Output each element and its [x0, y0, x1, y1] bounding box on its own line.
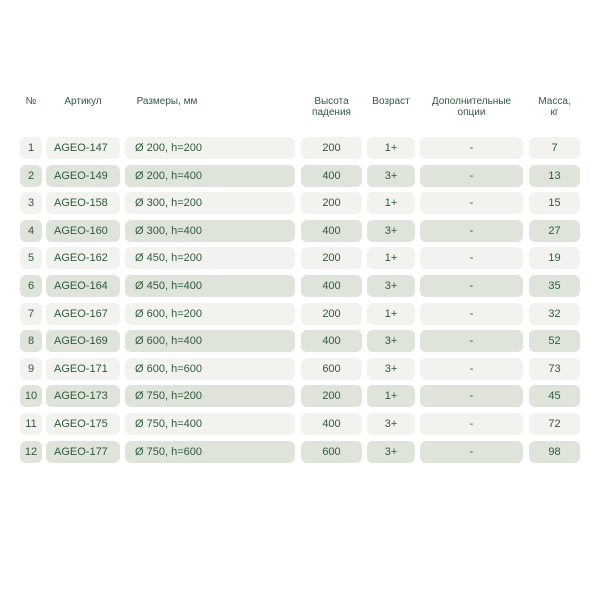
cell-age: 1+ [367, 303, 415, 325]
cell-size: Ø 200, h=400 [125, 165, 295, 187]
cell-age: 1+ [367, 247, 415, 269]
cell-size: Ø 600, h=400 [125, 330, 295, 352]
cell-article: AGEO-175 [46, 413, 120, 435]
cell-options: - [420, 330, 523, 352]
cell-options: - [420, 247, 523, 269]
cell-fall-height: 200 [301, 385, 362, 407]
cell-article: AGEO-162 [46, 247, 120, 269]
cell-age: 3+ [367, 358, 415, 380]
header-mass-line1: Масса, [538, 96, 571, 107]
cell-mass: 13 [529, 165, 580, 187]
cell-age: 3+ [367, 165, 415, 187]
cell-article: AGEO-177 [46, 441, 120, 463]
cell-fall-height: 400 [301, 165, 362, 187]
cell-size: Ø 300, h=400 [125, 220, 295, 242]
cell-age: 3+ [367, 441, 415, 463]
cell-size: Ø 750, h=400 [125, 413, 295, 435]
cell-fall-height: 600 [301, 358, 362, 380]
cell-number: 1 [20, 137, 42, 159]
cell-options: - [420, 303, 523, 325]
cell-fall-height: 400 [301, 330, 362, 352]
header-size: Размеры, мм [136, 96, 198, 107]
cell-article: AGEO-171 [46, 358, 120, 380]
cell-number: 2 [20, 165, 42, 187]
cell-mass: 72 [529, 413, 580, 435]
header-mass [527, 96, 582, 118]
cell-options: - [420, 192, 523, 214]
cell-age: 1+ [367, 192, 415, 214]
cell-mass: 35 [529, 275, 580, 297]
header-age: Возраст [372, 96, 410, 107]
cell-fall-height: 200 [301, 137, 362, 159]
cell-number: 12 [20, 441, 42, 463]
cell-size: Ø 750, h=600 [125, 441, 295, 463]
cell-age: 3+ [367, 275, 415, 297]
cell-mass: 98 [529, 441, 580, 463]
cell-article: AGEO-149 [46, 165, 120, 187]
cell-article: AGEO-169 [46, 330, 120, 352]
table-row [0, 192, 600, 214]
cell-age: 3+ [367, 330, 415, 352]
cell-fall-height: 200 [301, 247, 362, 269]
cell-options: - [420, 441, 523, 463]
cell-age: 1+ [367, 385, 415, 407]
cell-mass: 32 [529, 303, 580, 325]
header-fall-height [301, 96, 362, 118]
cell-number: 10 [20, 385, 42, 407]
header-fall-height-line2: падения [312, 107, 351, 118]
cell-number: 4 [20, 220, 42, 242]
header-mass-line2: кг [550, 107, 559, 118]
cell-size: Ø 450, h=400 [125, 275, 295, 297]
cell-mass: 19 [529, 247, 580, 269]
table-row [0, 137, 600, 159]
cell-number: 6 [20, 275, 42, 297]
cell-size: Ø 600, h=200 [125, 303, 295, 325]
cell-age: 1+ [367, 137, 415, 159]
cell-number: 3 [20, 192, 42, 214]
cell-age: 3+ [367, 413, 415, 435]
cell-size: Ø 450, h=200 [125, 247, 295, 269]
table-row [0, 413, 600, 435]
cell-article: AGEO-158 [46, 192, 120, 214]
header-options-line1: Дополнительные [431, 96, 512, 107]
cell-options: - [420, 358, 523, 380]
cell-mass: 73 [529, 358, 580, 380]
cell-fall-height: 400 [301, 220, 362, 242]
table-row [0, 165, 600, 187]
cell-age: 3+ [367, 220, 415, 242]
cell-fall-height: 200 [301, 192, 362, 214]
cell-options: - [420, 275, 523, 297]
cell-fall-height: 400 [301, 275, 362, 297]
table-row [0, 441, 600, 463]
cell-article: AGEO-164 [46, 275, 120, 297]
cell-article: AGEO-167 [46, 303, 120, 325]
header-options [420, 96, 523, 118]
cell-mass: 45 [529, 385, 580, 407]
cell-mass: 27 [529, 220, 580, 242]
header-number: № [25, 96, 37, 107]
table-row [0, 275, 600, 297]
cell-size: Ø 750, h=200 [125, 385, 295, 407]
cell-size: Ø 600, h=600 [125, 358, 295, 380]
cell-number: 9 [20, 358, 42, 380]
cell-size: Ø 200, h=200 [125, 137, 295, 159]
cell-options: - [420, 413, 523, 435]
cell-options: - [420, 165, 523, 187]
cell-mass: 7 [529, 137, 580, 159]
cell-mass: 52 [529, 330, 580, 352]
header-options-line2: опции [457, 107, 486, 118]
table-row [0, 358, 600, 380]
cell-fall-height: 600 [301, 441, 362, 463]
header-fall-height-line1: Высота [314, 96, 349, 107]
header-article: Артикул [64, 96, 102, 107]
table-row [0, 385, 600, 407]
cell-article: AGEO-147 [46, 137, 120, 159]
cell-number: 8 [20, 330, 42, 352]
table-row [0, 330, 600, 352]
cell-fall-height: 200 [301, 303, 362, 325]
cell-options: - [420, 385, 523, 407]
cell-number: 5 [20, 247, 42, 269]
cell-number: 11 [20, 413, 42, 435]
cell-number: 7 [20, 303, 42, 325]
cell-mass: 15 [529, 192, 580, 214]
table-row [0, 247, 600, 269]
cell-article: AGEO-173 [46, 385, 120, 407]
cell-options: - [420, 220, 523, 242]
cell-article: AGEO-160 [46, 220, 120, 242]
cell-fall-height: 400 [301, 413, 362, 435]
table-row [0, 303, 600, 325]
cell-size: Ø 300, h=200 [125, 192, 295, 214]
cell-options: - [420, 137, 523, 159]
table-row [0, 220, 600, 242]
